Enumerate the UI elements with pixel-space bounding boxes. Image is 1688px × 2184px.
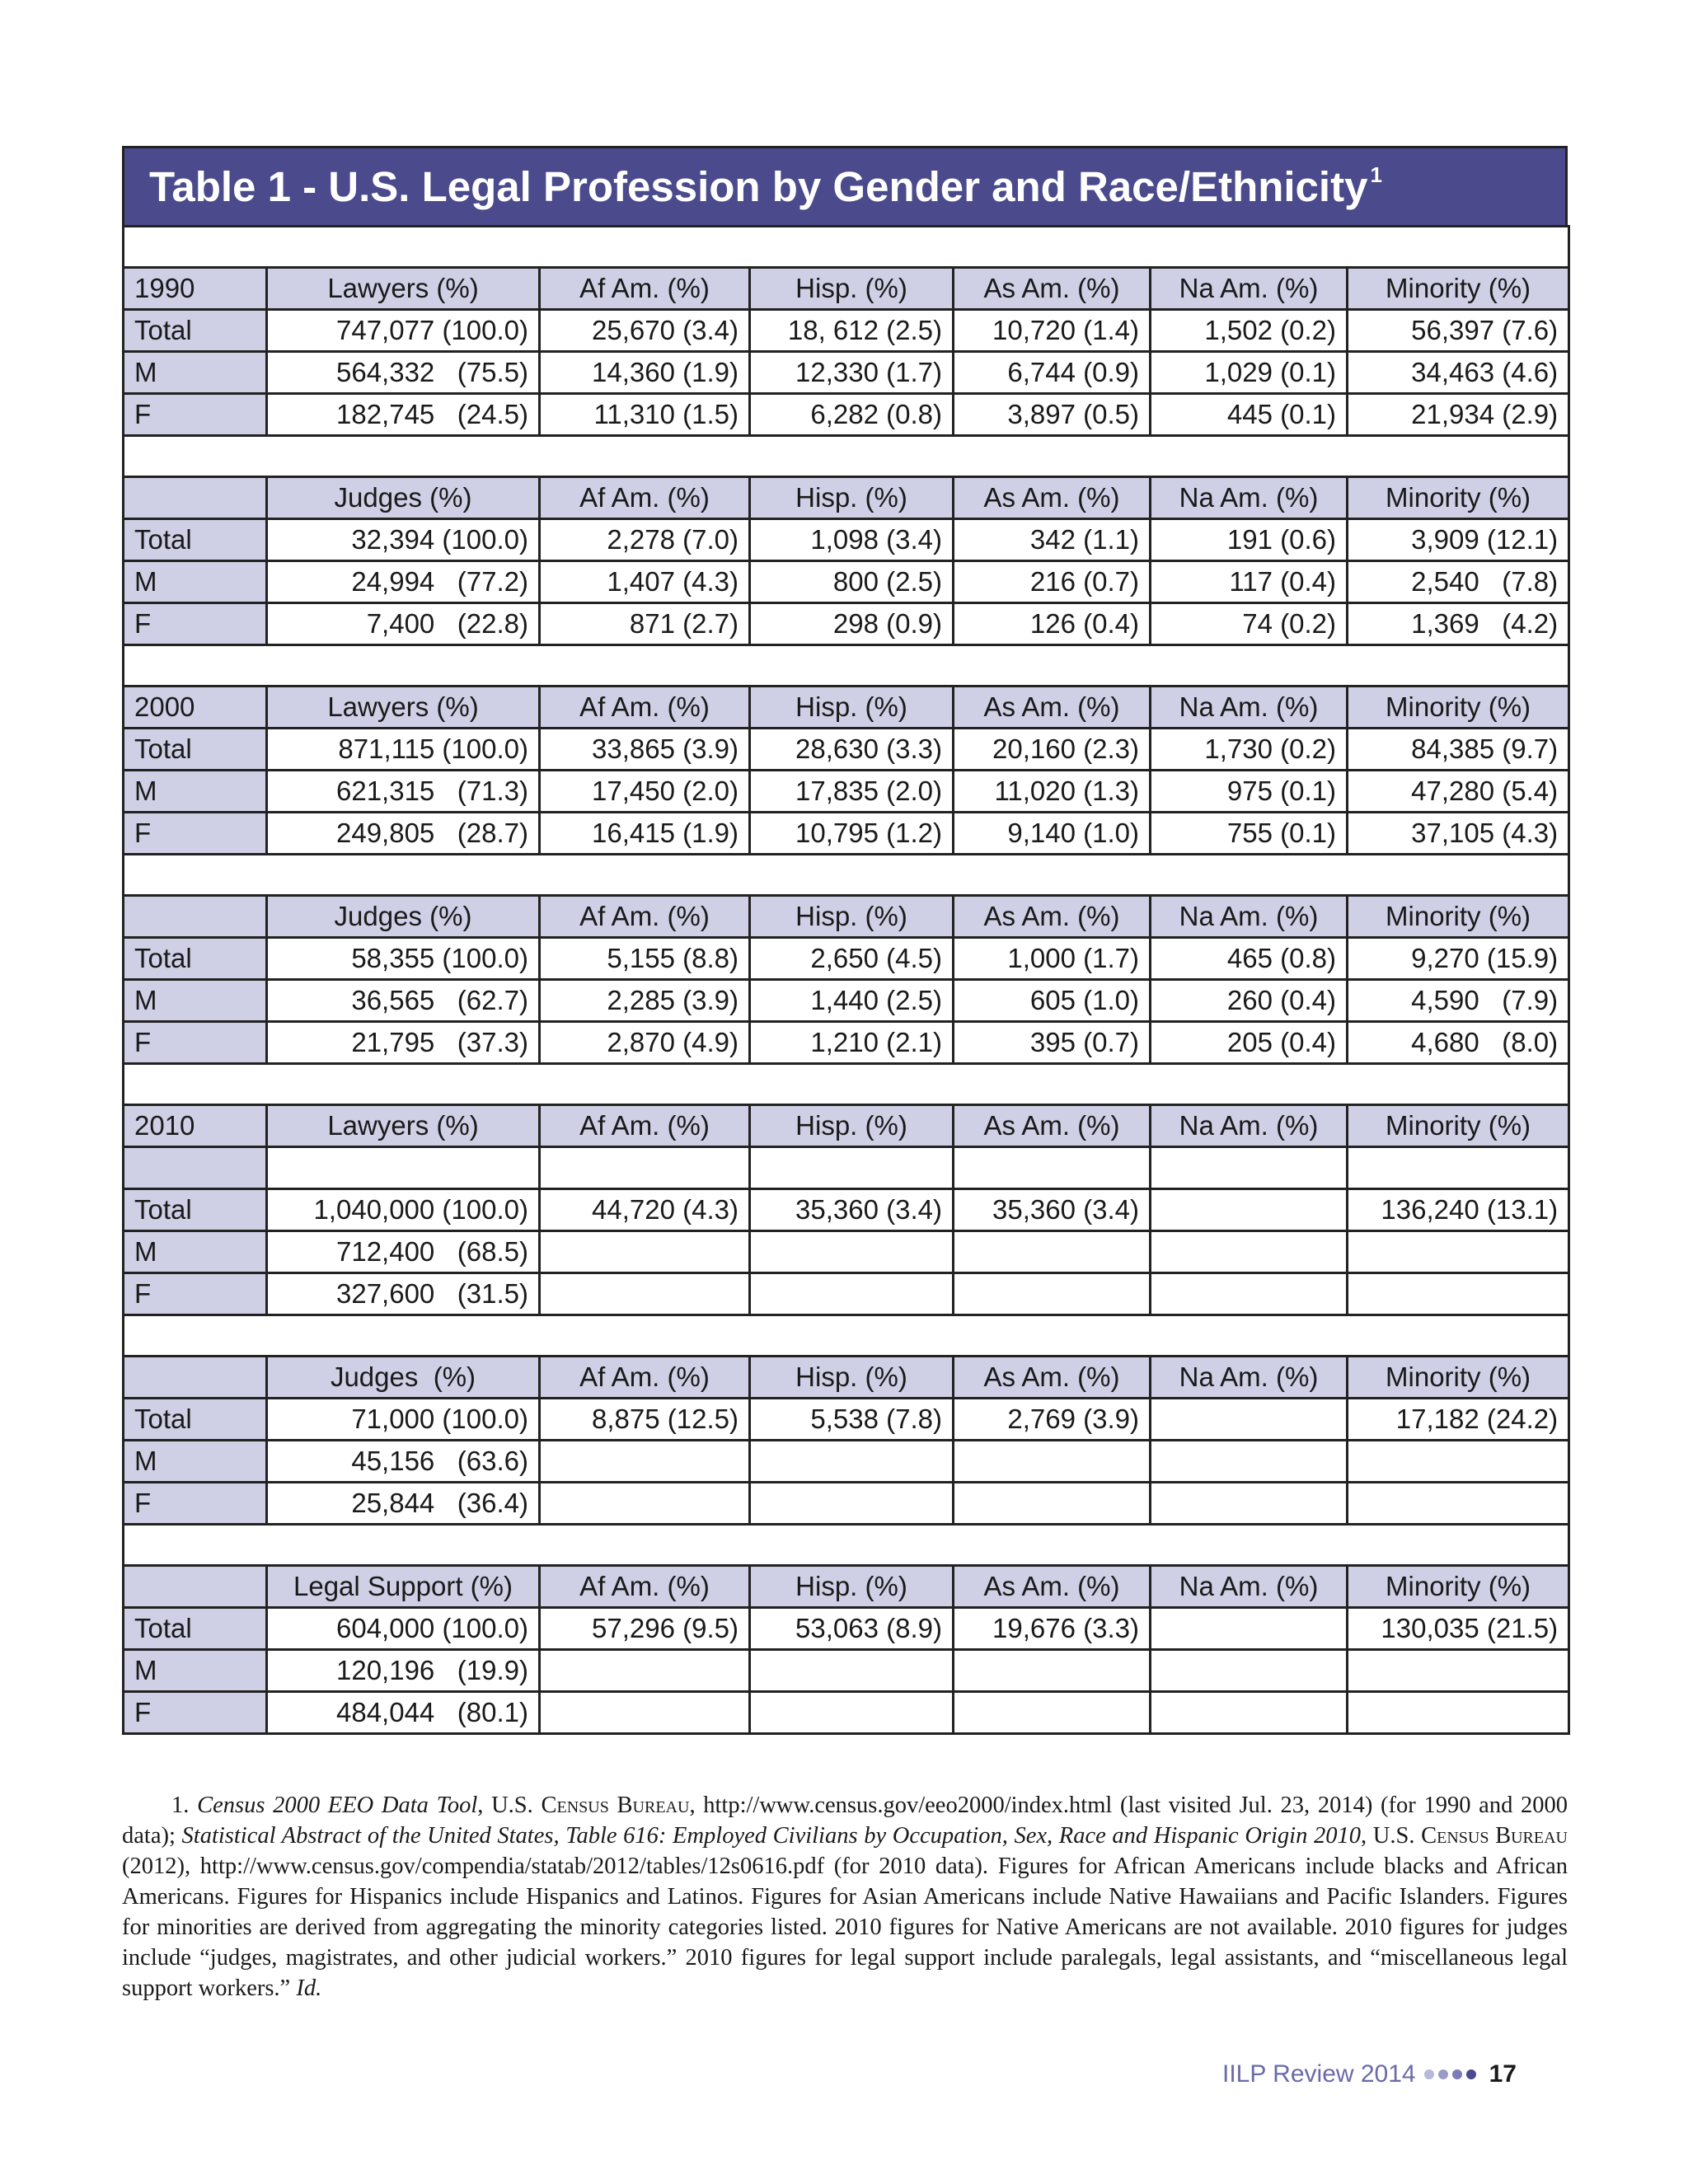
row-label: Total <box>124 1399 267 1441</box>
table-cell: 975 (0.1) <box>1151 771 1348 813</box>
table-cell <box>1348 1650 1569 1692</box>
table-cell <box>750 1273 954 1315</box>
table-cell <box>954 1483 1151 1525</box>
table-row <box>124 1441 1569 1483</box>
row-label: F <box>124 813 267 855</box>
table-cell <box>540 1650 750 1692</box>
table-row <box>124 561 1569 603</box>
row-label: F <box>124 1692 267 1734</box>
table-cell: 36,565 (62.7) <box>267 980 540 1022</box>
section-year <box>124 1357 267 1399</box>
table-cell: 11,310 (1.5) <box>540 394 750 436</box>
table-cell: 342 (1.1) <box>954 519 1151 561</box>
table-cell <box>1348 1483 1569 1525</box>
spacer-row <box>124 436 1569 477</box>
table-cell: 260 (0.4) <box>1151 980 1348 1022</box>
table-cell: 3,909 (12.1) <box>1348 519 1569 561</box>
table-cell: 216 (0.7) <box>954 561 1151 603</box>
table-cell: 712,400 (68.5) <box>267 1231 540 1273</box>
footnote-cite2-rest: (2012), http://www.census.gov/compendia/statab/2012/tables/12s0616.pdf (for 2010 data). Figures for African Americans include blacks and African Americans. Figures for Hispanics include Hispanics and Latinos. Figures for Asian Americans include Native Hawaiians and Pacific Islanders. Figures for minorities are derived from aggregating the minority categories listed. 2010 figures for Native Americans are not available. 2010 figures for judges include “judges, magistrates, and other judicial workers.” 2010 figures for legal support include paralegals, legal assistants, and “miscellaneous legal support workers.” <box>122 1854 1568 2001</box>
row-label: F <box>124 603 267 645</box>
table-cell: 44,720 (4.3) <box>540 1189 750 1231</box>
table-cell <box>1151 1650 1348 1692</box>
row-label: F <box>124 394 267 436</box>
table-cell <box>540 1483 750 1525</box>
table-row <box>124 1692 1569 1734</box>
table-cell: 57,296 (9.5) <box>540 1608 750 1650</box>
table-cell: 5,538 (7.8) <box>750 1399 954 1441</box>
column-header: Na Am. (%) <box>1151 1566 1348 1608</box>
column-header: As Am. (%) <box>954 268 1151 310</box>
footnote-cite1-rest: , http://www.census.gov/eeo2000/index.html (last visited Jul. 23, 2014) (for 1990 and 2000 data); <box>122 1793 1568 1849</box>
table-cell: 6,282 (0.8) <box>750 394 954 436</box>
table-row <box>124 310 1569 352</box>
column-header: As Am. (%) <box>954 1566 1151 1608</box>
footnote-cite2-title: Statistical Abstract of the United States, Table 616: Employed Civilians by Occupation, Sex, Race and Hispanic Origin 2010 <box>181 1823 1361 1849</box>
table-cell <box>1151 1147 1348 1189</box>
table-cell: 871 (2.7) <box>540 603 750 645</box>
table-cell: 1,440 (2.5) <box>750 980 954 1022</box>
section-year: 1990 <box>124 268 267 310</box>
spacer-row <box>124 645 1569 687</box>
column-header: As Am. (%) <box>954 896 1151 938</box>
column-header: Hisp. (%) <box>750 1566 954 1608</box>
table-cell: 191 (0.6) <box>1151 519 1348 561</box>
table-cell <box>954 1231 1151 1273</box>
table-row <box>124 1483 1569 1525</box>
table-cell: 6,744 (0.9) <box>954 352 1151 394</box>
table-cell: 871,115 (100.0) <box>267 729 540 771</box>
table-cell: 605 (1.0) <box>954 980 1151 1022</box>
table-cell: 1,502 (0.2) <box>1151 310 1348 352</box>
table-cell <box>954 1441 1151 1483</box>
spacer-row <box>124 1525 1569 1566</box>
table-cell <box>750 1483 954 1525</box>
column-header: Minority (%) <box>1348 268 1569 310</box>
table-cell <box>540 1441 750 1483</box>
table-cell <box>750 1650 954 1692</box>
header-row <box>124 896 1569 938</box>
footnote-id: Id. <box>296 1975 322 2001</box>
column-header: Judges (%) <box>267 1357 540 1399</box>
table-cell: 21,795 (37.3) <box>267 1022 540 1064</box>
table-row <box>124 980 1569 1022</box>
table-cell: 1,210 (2.1) <box>750 1022 954 1064</box>
table-row <box>124 938 1569 980</box>
table-cell <box>1151 1692 1348 1734</box>
table-cell <box>1348 1147 1569 1189</box>
table-cell: 17,835 (2.0) <box>750 771 954 813</box>
table-cell: 604,000 (100.0) <box>267 1608 540 1650</box>
table-cell <box>267 1147 540 1189</box>
table-cell: 5,155 (8.8) <box>540 938 750 980</box>
table-cell: 1,730 (0.2) <box>1151 729 1348 771</box>
table-cell: 484,044 (80.1) <box>267 1692 540 1734</box>
table-cell: 205 (0.4) <box>1151 1022 1348 1064</box>
table-title <box>122 146 1568 225</box>
table-cell <box>1151 1483 1348 1525</box>
column-header: Hisp. (%) <box>750 1357 954 1399</box>
table-cell <box>540 1231 750 1273</box>
table-row <box>124 729 1569 771</box>
column-header: Minority (%) <box>1348 1105 1569 1147</box>
table-cell: 19,676 (3.3) <box>954 1608 1151 1650</box>
table-cell: 4,680 (8.0) <box>1348 1022 1569 1064</box>
table-row <box>124 1022 1569 1064</box>
row-label <box>124 1147 267 1189</box>
table-cell <box>540 1273 750 1315</box>
table-cell: 84,385 (9.7) <box>1348 729 1569 771</box>
table-cell: 3,897 (0.5) <box>954 394 1151 436</box>
table-cell <box>954 1273 1151 1315</box>
column-header: Minority (%) <box>1348 687 1569 729</box>
footnote-cite1-agency: U.S. Census Bureau <box>491 1793 690 1818</box>
table-cell: 20,160 (2.3) <box>954 729 1151 771</box>
table-cell: 249,805 (28.7) <box>267 813 540 855</box>
table-cell: 621,315 (71.3) <box>267 771 540 813</box>
header-row <box>124 1566 1569 1608</box>
column-header: As Am. (%) <box>954 687 1151 729</box>
column-header: Minority (%) <box>1348 896 1569 938</box>
column-header: Hisp. (%) <box>750 268 954 310</box>
table-cell: 71,000 (100.0) <box>267 1399 540 1441</box>
table-cell <box>1348 1692 1569 1734</box>
row-label: Total <box>124 1189 267 1231</box>
table-cell <box>750 1147 954 1189</box>
row-label: Total <box>124 519 267 561</box>
table-cell: 2,540 (7.8) <box>1348 561 1569 603</box>
page-footer <box>1222 2060 1517 2088</box>
column-header: Af Am. (%) <box>540 1357 750 1399</box>
spacer-row <box>124 1064 1569 1105</box>
table-row <box>124 603 1569 645</box>
table-cell: 117 (0.4) <box>1151 561 1348 603</box>
table-cell <box>540 1692 750 1734</box>
footer-dot <box>1466 2069 1476 2079</box>
table-cell: 28,630 (3.3) <box>750 729 954 771</box>
column-header: Af Am. (%) <box>540 477 750 519</box>
table-cell: 747,077 (100.0) <box>267 310 540 352</box>
table-cell: 327,600 (31.5) <box>267 1273 540 1315</box>
table-row <box>124 352 1569 394</box>
footer-dot <box>1424 2069 1434 2079</box>
table-cell: 1,098 (3.4) <box>750 519 954 561</box>
table-cell: 11,020 (1.3) <box>954 771 1151 813</box>
table-cell <box>1151 1231 1348 1273</box>
table-cell <box>1348 1231 1569 1273</box>
row-label: M <box>124 1650 267 1692</box>
column-header: Judges (%) <box>267 896 540 938</box>
column-header: Af Am. (%) <box>540 687 750 729</box>
column-header: Af Am. (%) <box>540 1105 750 1147</box>
header-row <box>124 477 1569 519</box>
table-cell <box>1348 1441 1569 1483</box>
table-cell: 37,105 (4.3) <box>1348 813 1569 855</box>
table-cell <box>1348 1273 1569 1315</box>
table-cell: 58,355 (100.0) <box>267 938 540 980</box>
section-year: 2010 <box>124 1105 267 1147</box>
table-cell: 24,994 (77.2) <box>267 561 540 603</box>
footer-dot <box>1452 2069 1462 2079</box>
column-header: Minority (%) <box>1348 1357 1569 1399</box>
spacer-cell <box>124 645 1569 687</box>
table-cell <box>954 1650 1151 1692</box>
section-year: 2000 <box>124 687 267 729</box>
footnote-cite1-title: Census 2000 EEO Data Tool <box>197 1793 478 1818</box>
footnote-cite2-agency: U.S. Census Bureau <box>1372 1823 1568 1849</box>
table-cell <box>1151 1189 1348 1231</box>
column-header: Na Am. (%) <box>1151 896 1348 938</box>
table-cell <box>954 1147 1151 1189</box>
column-header: Af Am. (%) <box>540 896 750 938</box>
row-label: Total <box>124 310 267 352</box>
table-cell: 564,332 (75.5) <box>267 352 540 394</box>
table-cell: 12,330 (1.7) <box>750 352 954 394</box>
column-header: Lawyers (%) <box>267 268 540 310</box>
footer-dot <box>1438 2069 1448 2079</box>
table-cell: 10,795 (1.2) <box>750 813 954 855</box>
row-label: M <box>124 352 267 394</box>
column-header: Hisp. (%) <box>750 896 954 938</box>
table-cell: 34,463 (4.6) <box>1348 352 1569 394</box>
table-cell: 395 (0.7) <box>954 1022 1151 1064</box>
data-table <box>122 146 1568 1735</box>
table-row <box>124 771 1569 813</box>
row-label: F <box>124 1483 267 1525</box>
column-header: Hisp. (%) <box>750 687 954 729</box>
table-cell: 800 (2.5) <box>750 561 954 603</box>
table-cell: 21,934 (2.9) <box>1348 394 1569 436</box>
section-year <box>124 896 267 938</box>
table-cell <box>540 1147 750 1189</box>
table-cell: 9,270 (15.9) <box>1348 938 1569 980</box>
table-cell: 17,450 (2.0) <box>540 771 750 813</box>
table-cell: 74 (0.2) <box>1151 603 1348 645</box>
spacer-cell <box>124 227 1569 268</box>
table-cell: 136,240 (13.1) <box>1348 1189 1569 1231</box>
header-row <box>124 687 1569 729</box>
table-row <box>124 813 1569 855</box>
row-label: F <box>124 1022 267 1064</box>
table-cell: 45,156 (63.6) <box>267 1441 540 1483</box>
table-row <box>124 1189 1569 1231</box>
table-cell: 120,196 (19.9) <box>267 1650 540 1692</box>
table-cell: 2,285 (3.9) <box>540 980 750 1022</box>
table-cell: 33,865 (3.9) <box>540 729 750 771</box>
row-label: Total <box>124 729 267 771</box>
column-header: Na Am. (%) <box>1151 687 1348 729</box>
table-row <box>124 1608 1569 1650</box>
row-label: M <box>124 1231 267 1273</box>
table-cell: 755 (0.1) <box>1151 813 1348 855</box>
column-header: As Am. (%) <box>954 1105 1151 1147</box>
table-row <box>124 1650 1569 1692</box>
table-cell: 182,745 (24.5) <box>267 394 540 436</box>
table-cell: 445 (0.1) <box>1151 394 1348 436</box>
row-label: Total <box>124 938 267 980</box>
table-body <box>122 225 1570 1735</box>
column-header: Hisp. (%) <box>750 477 954 519</box>
table-cell: 25,670 (3.4) <box>540 310 750 352</box>
table-cell: 10,720 (1.4) <box>954 310 1151 352</box>
table-cell: 298 (0.9) <box>750 603 954 645</box>
row-label: M <box>124 771 267 813</box>
table-cell: 8,875 (12.5) <box>540 1399 750 1441</box>
table-cell: 2,278 (7.0) <box>540 519 750 561</box>
column-header: Minority (%) <box>1348 1566 1569 1608</box>
row-label: F <box>124 1273 267 1315</box>
column-header: Legal Support (%) <box>267 1566 540 1608</box>
column-header: As Am. (%) <box>954 1357 1151 1399</box>
spacer-cell <box>124 1525 1569 1566</box>
column-header: Af Am. (%) <box>540 268 750 310</box>
footnote-number: 1. <box>171 1793 190 1818</box>
table-cell: 9,140 (1.0) <box>954 813 1151 855</box>
table-cell: 35,360 (3.4) <box>750 1189 954 1231</box>
table-cell <box>750 1441 954 1483</box>
table-cell <box>1151 1273 1348 1315</box>
table-cell: 1,369 (4.2) <box>1348 603 1569 645</box>
section-year <box>124 477 267 519</box>
footer-dots <box>1424 2069 1476 2079</box>
table-cell: 2,769 (3.9) <box>954 1399 1151 1441</box>
table-cell <box>750 1231 954 1273</box>
table-cell: 56,397 (7.6) <box>1348 310 1569 352</box>
table-title-text: Table 1 - U.S. Legal Profession by Gender and Race/Ethnicity <box>149 163 1368 210</box>
column-header: Minority (%) <box>1348 477 1569 519</box>
column-header: Af Am. (%) <box>540 1566 750 1608</box>
table-cell <box>750 1692 954 1734</box>
table-cell: 130,035 (21.5) <box>1348 1608 1569 1650</box>
table-row <box>124 1273 1569 1315</box>
table-cell: 53,063 (8.9) <box>750 1608 954 1650</box>
table-cell: 126 (0.4) <box>954 603 1151 645</box>
table-cell: 14,360 (1.9) <box>540 352 750 394</box>
table-cell: 465 (0.8) <box>1151 938 1348 980</box>
table-cell: 1,000 (1.7) <box>954 938 1151 980</box>
spacer-cell <box>124 1315 1569 1357</box>
spacer-cell <box>124 1064 1569 1105</box>
table-cell: 17,182 (24.2) <box>1348 1399 1569 1441</box>
page-number: 17 <box>1489 2060 1517 2088</box>
table-cell: 16,415 (1.9) <box>540 813 750 855</box>
table-row <box>124 519 1569 561</box>
column-header: Lawyers (%) <box>267 687 540 729</box>
table-cell: 1,040,000 (100.0) <box>267 1189 540 1231</box>
column-header: Lawyers (%) <box>267 1105 540 1147</box>
column-header: Hisp. (%) <box>750 1105 954 1147</box>
table-cell: 2,870 (4.9) <box>540 1022 750 1064</box>
header-row <box>124 1105 1569 1147</box>
column-header: Na Am. (%) <box>1151 268 1348 310</box>
section-year <box>124 1566 267 1608</box>
table-cell: 47,280 (5.4) <box>1348 771 1569 813</box>
spacer-cell <box>124 436 1569 477</box>
table-cell: 32,394 (100.0) <box>267 519 540 561</box>
table-row <box>124 1231 1569 1273</box>
spacer-cell <box>124 855 1569 896</box>
table-cell <box>1151 1441 1348 1483</box>
table-cell: 4,590 (7.9) <box>1348 980 1569 1022</box>
row-label: M <box>124 1441 267 1483</box>
table-cell: 25,844 (36.4) <box>267 1483 540 1525</box>
row-label: M <box>124 561 267 603</box>
spacer-row <box>124 1315 1569 1357</box>
footnote: 1. Census 2000 EEO Data Tool, U.S. Census Bureau, http://www.census.gov/eeo2000/index.html (last visited Jul. 23, 2014) (for 1990 and 2000 data); Statistical Abstract of the United States, Table 616: Employed Civilians by Occupation, Sex, Race and Hispanic Origin 2010, U.S. Census Bureau (2012), http://www.census.gov/compendia/statab/2012/tables/12s0616.pdf (for 2010 data). Figures for African Americans include blacks and African Americans. Figures for Hispanics include Hispanics and Latinos. Figures for Asian Americans include Native Hawaiians and Pacific Islanders. Figures for minorities are derived from aggregating the minority categories listed. 2010 figures for Native Americans are not available. 2010 figures for judges include “judges, magistrates, and other judicial workers.” 2010 figures for legal support include paralegals, legal assistants, and “miscellaneous legal support workers.” Id. <box>122 1793 1568 2001</box>
table-cell: 7,400 (22.8) <box>267 603 540 645</box>
table-row <box>124 1147 1569 1189</box>
table-cell: 1,029 (0.1) <box>1151 352 1348 394</box>
header-row <box>124 268 1569 310</box>
table-cell <box>1151 1608 1348 1650</box>
column-header: Na Am. (%) <box>1151 1105 1348 1147</box>
column-header: Judges (%) <box>267 477 540 519</box>
column-header: Na Am. (%) <box>1151 477 1348 519</box>
table-cell: 1,407 (4.3) <box>540 561 750 603</box>
row-label: M <box>124 980 267 1022</box>
table-row <box>124 394 1569 436</box>
table-cell: 18, 612 (2.5) <box>750 310 954 352</box>
table-cell <box>954 1692 1151 1734</box>
column-header: Na Am. (%) <box>1151 1357 1348 1399</box>
journal-name: IILP Review 2014 <box>1222 2060 1416 2088</box>
table-cell: 35,360 (3.4) <box>954 1189 1151 1231</box>
table-cell: 2,650 (4.5) <box>750 938 954 980</box>
column-header: As Am. (%) <box>954 477 1151 519</box>
spacer-row <box>124 227 1569 268</box>
spacer-row <box>124 855 1569 896</box>
row-label: Total <box>124 1608 267 1650</box>
table-cell <box>1151 1399 1348 1441</box>
table-row <box>124 1399 1569 1441</box>
footnote-ref: 1 <box>1370 162 1382 187</box>
header-row <box>124 1357 1569 1399</box>
